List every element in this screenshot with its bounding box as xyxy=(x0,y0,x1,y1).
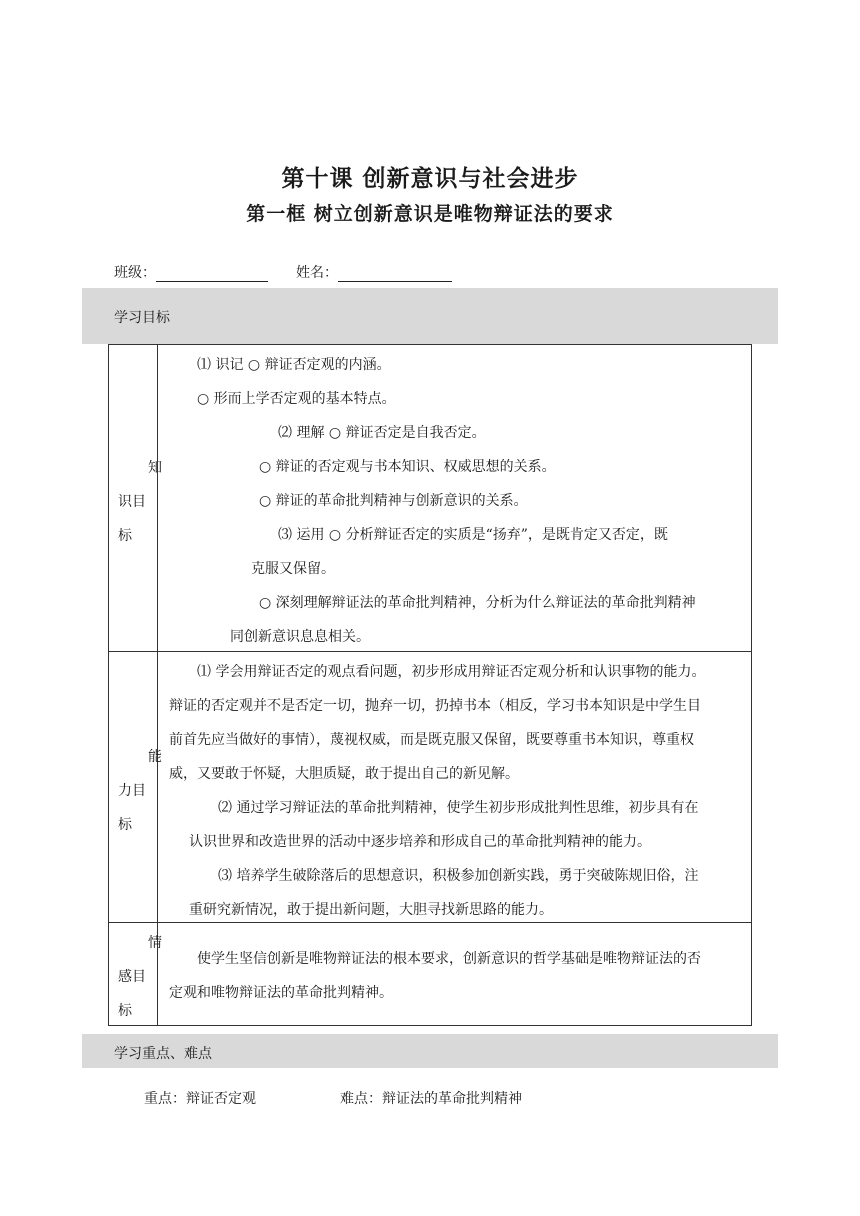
class-label: 班级： xyxy=(114,265,156,281)
emotion-goals-row xyxy=(109,923,752,1026)
knowledge-goals-label: 知 识目 标 xyxy=(109,345,158,652)
objectives-section-header xyxy=(82,288,778,344)
name-label: 姓名： xyxy=(296,265,338,281)
goals-table xyxy=(108,344,752,1026)
knowledge-goals-row xyxy=(109,345,752,652)
keypoints-heading: 学习重点、难点 xyxy=(114,1046,212,1062)
ability-goals-content: ⑴ 学会用辩证否定的观点看问题，初步形成用辩证否定观分析和认识事物的能力。 辩证的否定观并不是否定一切，抛弃一切，扔掉书本（相反，学习书本知识是中学生目 前首先应当做好的事情），蔑视权威，而是既克服又保留，既要尊重书本知识，尊重权 威，又要敢于怀疑，大胆质疑，敢于提出自己的新见解。 ⑵ 通过学习辩证法的革命批判精神，使学生初步形成批判性思维，初步具有在 认识世界和改造世界的活动中逐步培养和形成自己的革命批判精神的能力。 ⑶ 培养学生破除落后的思想意识，积极参加创新实践，勇于突破陈规旧俗，注 重研究新情况，敢于提出新问题，大胆寻找新思路的能力。 xyxy=(158,652,752,923)
class-field xyxy=(114,262,268,282)
difficult-point: 难点：辩证法的革命批判精神 xyxy=(340,1091,522,1107)
ability-goals-row xyxy=(109,652,752,923)
emotion-goals-label: 情 感目 标 xyxy=(109,923,158,1026)
knowledge-goals-content: ⑴ 识记 ○ 辩证否定观的内涵。 ○ 形而上学否定观的基本特点。 ⑵ 理解 ○ 辩证否定是自我否定。 ○ 辩证的否定观与书本知识、权威思想的关系。 ○ 辩证的革命批判精神与创新意识的关系。 ⑶ 运用 ○ 分析辩证否定的实质是“扬弃”，是既肯定又否定，既 克服又保留。 ○ 深刻理解辩证法的革命批判精神，分析为什么辩证法的革命批判精神 同创新意识息息相关。 xyxy=(158,345,752,652)
section-title: 第一框 树立创新意识是唯物辩证法的要求 xyxy=(246,203,614,225)
name-blank[interactable] xyxy=(338,267,452,282)
class-blank[interactable] xyxy=(156,267,268,282)
lesson-title: 第十课 创新意识与社会进步 xyxy=(281,166,579,192)
name-field xyxy=(296,262,452,282)
ability-goals-label: 能 力目 标 xyxy=(109,652,158,923)
objectives-heading: 学习目标 xyxy=(114,310,170,326)
emotion-goals-content: 使学生坚信创新是唯物辩证法的根本要求，创新意识的哲学基础是唯物辩证法的否 定观和唯物辩证法的革命批判精神。 xyxy=(158,923,752,1026)
keypoints-section-header xyxy=(82,1034,778,1068)
key-point: 重点：辩证否定观 xyxy=(144,1091,256,1107)
